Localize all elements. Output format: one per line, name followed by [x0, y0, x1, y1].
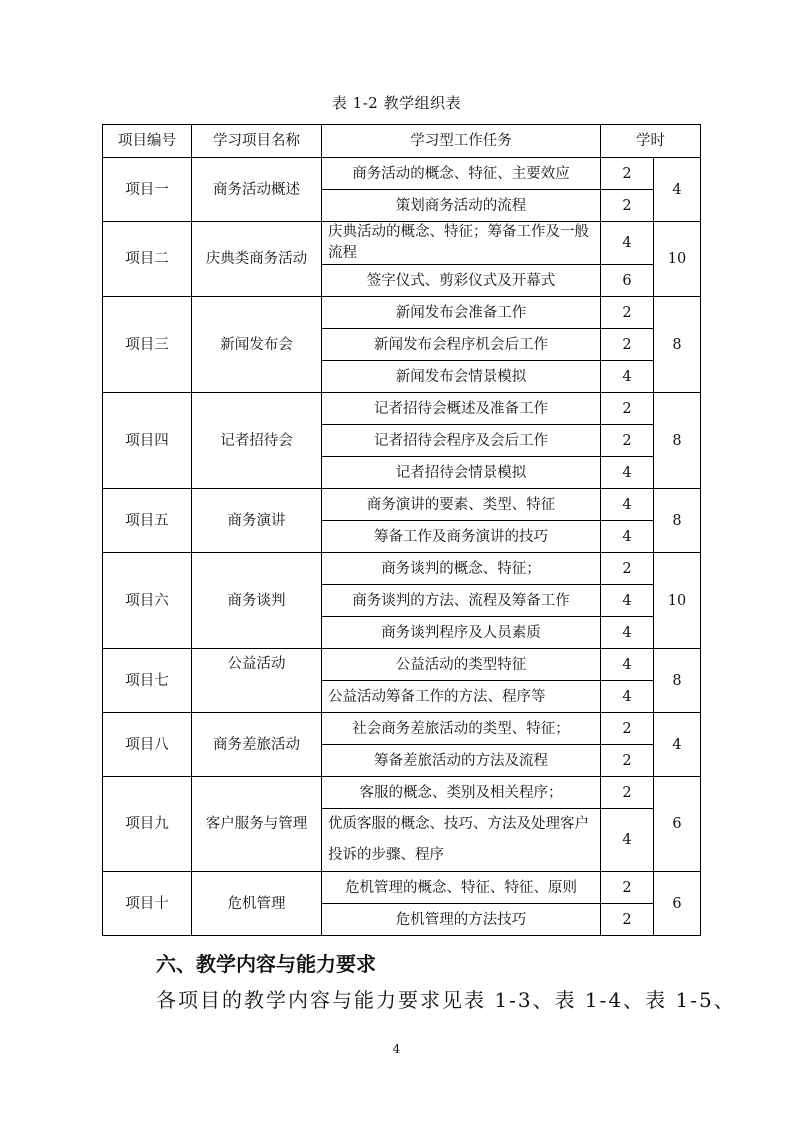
table-row [103, 297, 701, 329]
task-hours-cell: 2 [601, 329, 654, 361]
total-hours-cell: 8 [654, 297, 701, 393]
total-hours-cell: 8 [654, 393, 701, 489]
work-task-text: 新闻发布会准备工作 [395, 304, 527, 321]
work-task-text: 客服的概念、类别及相关程序； [359, 784, 563, 801]
project-name-cell: 新闻发布会 [192, 297, 322, 393]
project-name-cell: 危机管理 [192, 872, 322, 936]
work-task-cell [322, 222, 601, 265]
task-hours-cell: 2 [601, 713, 654, 745]
work-task-cell [322, 809, 601, 872]
total-hours-cell: 8 [654, 649, 701, 713]
teaching-organization-table [102, 124, 701, 936]
task-hours-cell: 2 [601, 393, 654, 425]
total-hours-cell: 10 [654, 222, 701, 297]
project-name-cell: 庆典类商务活动 [192, 222, 322, 297]
table-row [103, 222, 701, 265]
work-task-text: 公益活动的类型特征 [395, 656, 527, 673]
table-header-row [103, 125, 701, 158]
total-hours-cell: 4 [654, 713, 701, 777]
task-hours-cell: 4 [601, 617, 654, 649]
work-task-text: 商务活动的概念、特征、主要效应 [352, 165, 570, 182]
work-task-cell [322, 745, 601, 777]
project-name-cell: 记者招待会 [192, 393, 322, 489]
work-task-text: 商务谈判的方法、流程及筹备工作 [352, 592, 570, 609]
work-task-text: 记者招待会情景模拟 [395, 464, 527, 481]
project-id-cell: 项目八 [103, 713, 192, 777]
task-hours-cell: 2 [601, 425, 654, 457]
project-id-cell: 项目三 [103, 297, 192, 393]
work-task-text: 新闻发布会程序机会后工作 [374, 336, 548, 353]
work-task-text: 危机管理的方法技巧 [395, 911, 527, 928]
work-task-cell [322, 681, 601, 713]
task-hours-cell: 4 [601, 585, 654, 617]
work-task-cell [322, 457, 601, 489]
work-task-text: 筹备差旅活动的方法及流程 [374, 752, 548, 769]
task-hours-cell: 6 [601, 265, 654, 297]
project-name-cell: 商务差旅活动 [192, 713, 322, 777]
work-task-cell [322, 361, 601, 393]
work-task-text: 记者招待会概述及准备工作 [374, 400, 548, 417]
work-task-text: 商务演讲的要素、类型、特征 [366, 496, 556, 513]
work-task-cell [322, 872, 601, 904]
work-task-cell [322, 265, 601, 297]
project-name-cell: 公益活动 [192, 649, 322, 713]
project-id-cell: 项目七 [103, 649, 192, 713]
project-id-cell: 项目四 [103, 393, 192, 489]
project-name-cell: 商务演讲 [192, 489, 322, 553]
total-hours-cell: 4 [654, 158, 701, 222]
task-hours-cell: 2 [601, 872, 654, 904]
work-task-cell [322, 649, 601, 681]
page-number: 4 [392, 1042, 401, 1056]
work-task-cell [322, 329, 601, 361]
task-hours-cell: 2 [601, 158, 654, 190]
project-id-cell: 项目六 [103, 553, 192, 649]
work-task-text: 商务谈判的概念、特征； [381, 560, 541, 577]
project-name-cell: 商务活动概述 [192, 158, 322, 222]
work-task-text: 记者招待会程序及会后工作 [374, 432, 548, 449]
table-caption: 表 1-2 教学组织表 [331, 94, 462, 112]
table-row [103, 553, 701, 585]
work-task-text: 新闻发布会情景模拟 [395, 368, 527, 385]
task-hours-cell: 4 [601, 489, 654, 521]
work-task-cell [322, 553, 601, 585]
work-task-text: 策划商务活动的流程 [395, 197, 527, 214]
task-hours-cell: 2 [601, 745, 654, 777]
task-hours-cell: 4 [601, 457, 654, 489]
project-id-cell: 项目十 [103, 872, 192, 936]
work-task-cell [322, 393, 601, 425]
task-hours-cell: 2 [601, 777, 654, 809]
table-row [103, 777, 701, 809]
task-hours-cell: 2 [601, 190, 654, 222]
work-task-cell [322, 521, 601, 553]
project-name-cell: 客户服务与管理 [192, 777, 322, 872]
table-row [103, 713, 701, 745]
project-id-cell: 项目二 [103, 222, 192, 297]
total-hours-cell: 10 [654, 553, 701, 649]
project-id-cell: 项目九 [103, 777, 192, 872]
task-hours-cell: 4 [601, 809, 654, 872]
task-hours-cell: 4 [601, 649, 654, 681]
work-task-cell [322, 425, 601, 457]
task-hours-cell: 2 [601, 904, 654, 936]
header-project-name: 学习项目名称 [192, 125, 322, 158]
work-task-text: 签字仪式、剪彩仪式及开幕式 [366, 272, 556, 289]
total-hours-cell: 6 [654, 777, 701, 872]
task-hours-cell: 2 [601, 553, 654, 585]
table-row [103, 489, 701, 521]
work-task-text: 筹备工作及商务演讲的技巧 [374, 528, 548, 545]
work-task-cell [322, 190, 601, 222]
task-hours-cell: 4 [601, 222, 654, 265]
work-task-cell [322, 297, 601, 329]
header-work-task: 学习型工作任务 [322, 125, 601, 158]
header-project-id: 项目编号 [103, 125, 192, 158]
total-hours-cell: 6 [654, 872, 701, 936]
work-task-cell [322, 158, 601, 190]
table-row [103, 158, 701, 190]
section-heading: 六、教学内容与能力要求 [156, 952, 376, 976]
work-task-cell [322, 777, 601, 809]
work-task-cell [322, 585, 601, 617]
project-name-cell: 商务谈判 [192, 553, 322, 649]
work-task-text: 社会商务差旅活动的类型、特征； [352, 720, 570, 737]
task-hours-cell: 4 [601, 521, 654, 553]
work-task-cell [322, 904, 601, 936]
table-row [103, 872, 701, 904]
work-task-text: 公益活动筹备工作的方法、程序等 [328, 688, 546, 705]
task-hours-cell: 2 [601, 297, 654, 329]
body-paragraph: 各项目的教学内容与能力要求见表 1-3、表 1-4、表 1-5、 [156, 988, 736, 1012]
work-task-text: 庆典活动的概念、特征；筹备工作及一般流程 [328, 224, 589, 261]
header-hours: 学时 [601, 125, 701, 158]
work-task-text: 商务谈判程序及人员素质 [381, 624, 541, 641]
task-hours-cell: 4 [601, 681, 654, 713]
project-id-cell: 项目一 [103, 158, 192, 222]
table-row [103, 393, 701, 425]
total-hours-cell: 8 [654, 489, 701, 553]
table-row [103, 649, 701, 681]
task-hours-cell: 4 [601, 361, 654, 393]
work-task-cell [322, 713, 601, 745]
work-task-text: 危机管理的概念、特征、特征、原则 [345, 879, 577, 896]
work-task-text: 优质客服的概念、技巧、方法及处理客户投诉的步骤、程序 [328, 816, 589, 863]
work-task-cell [322, 617, 601, 649]
project-id-cell: 项目五 [103, 489, 192, 553]
work-task-cell [322, 489, 601, 521]
